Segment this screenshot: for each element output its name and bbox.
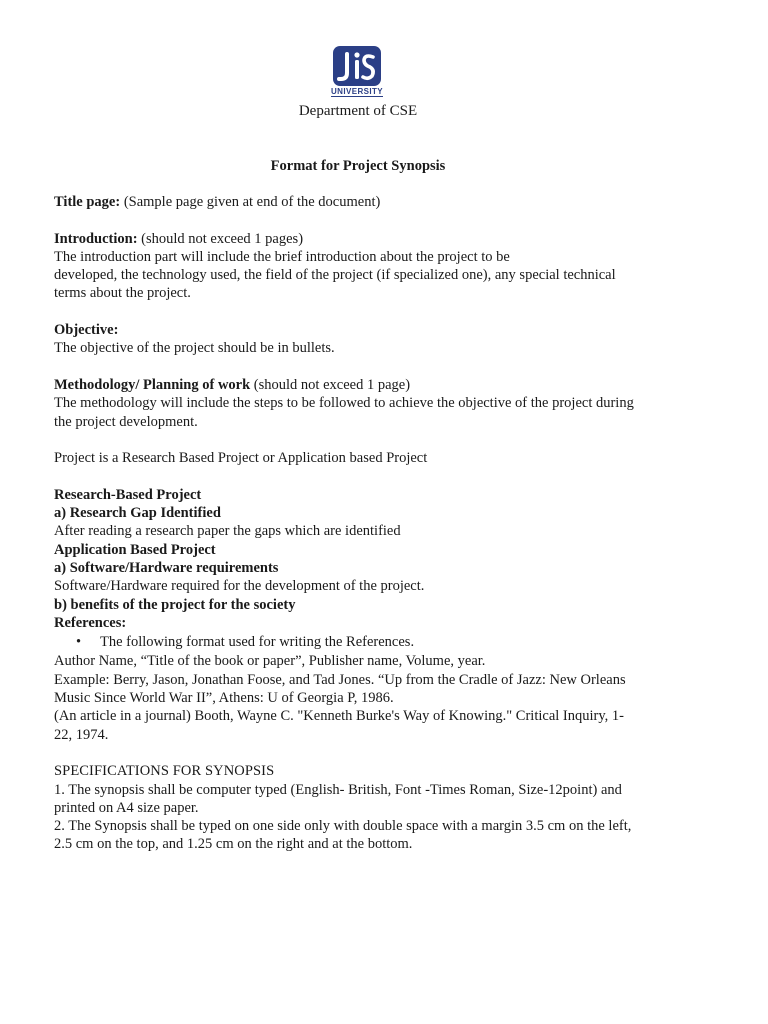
requirements-text: Software/Hardware required for the development of the project. xyxy=(54,578,425,595)
document-body xyxy=(54,193,674,854)
specification-line: 2. The Synopsis shall be typed on one side only with double space with a margin 3.5 cm on the left, xyxy=(54,818,632,835)
references-bullet-text: The following format used for writing the References. xyxy=(100,634,415,651)
logo-mark-icon xyxy=(333,46,381,86)
reference-line: Example: Berry, Jason, Jonathan Foose, and Tad Jones. “Up from the Cradle of Jazz: New Orleans xyxy=(54,671,626,688)
objective-label: Objective: xyxy=(54,322,119,339)
references-heading: References: xyxy=(54,614,127,631)
university-logo xyxy=(331,46,383,100)
title-page-note: (Sample page given at end of the document) xyxy=(120,194,381,210)
methodology-text-line: The methodology will include the steps to be followed to achieve the objective of the project during xyxy=(54,395,634,412)
reference-line: Author Name, “Title of the book or paper”, Publisher name, Volume, year. xyxy=(54,653,486,670)
specification-line: 1. The synopsis shall be computer typed (English- British, Font -Times Roman, Size-12point) and xyxy=(54,781,622,798)
methodology-heading xyxy=(54,376,674,394)
methodology-label: Methodology/ Planning of work xyxy=(54,376,251,393)
introduction-heading xyxy=(54,230,674,248)
introduction-label: Introduction: xyxy=(54,230,138,247)
reference-line: (An article in a journal) Booth, Wayne C. "Kenneth Burke's Way of Knowing." Critical Inquiry, 1- xyxy=(54,708,624,725)
requirements-heading: a) Software/Hardware requirements xyxy=(54,559,279,576)
research-gap-heading: a) Research Gap Identified xyxy=(54,505,221,522)
application-heading: Application Based Project xyxy=(54,541,216,558)
bullet-icon: • xyxy=(76,634,82,651)
introduction-text-line: The introduction part will include the brief introduction about the project to be xyxy=(54,248,510,265)
reference-line: 22, 1974. xyxy=(54,726,109,743)
logo-badge xyxy=(333,46,381,86)
introduction-text-line: developed, the technology used, the field of the project (if specialized one), any special technical xyxy=(54,267,616,284)
specification-line: printed on A4 size paper. xyxy=(54,799,199,816)
introduction-note: (should not exceed 1 pages) xyxy=(137,230,304,247)
list-item xyxy=(76,633,674,651)
methodology-text-line: the project development. xyxy=(54,413,198,430)
methodology-note: (should not exceed 1 page) xyxy=(250,376,411,393)
document-title: Format for Project Synopsis xyxy=(270,158,446,174)
reference-line: Music Since World War II”, Athens: U of Georgia P, 1986. xyxy=(54,690,394,707)
title-page-line xyxy=(54,193,674,211)
specification-line: 2.5 cm on the top, and 1.25 cm on the right and at the bottom. xyxy=(54,836,413,853)
research-heading: Research-Based Project xyxy=(54,486,202,503)
project-type-text: Project is a Research Based Project or Application based Project xyxy=(54,450,428,467)
research-gap-text: After reading a research paper the gaps which are identified xyxy=(54,523,401,540)
logo-caption: UNIVERSITY xyxy=(331,87,384,96)
references-bullet-list xyxy=(54,633,674,651)
specifications-heading: SPECIFICATIONS FOR SYNOPSIS xyxy=(54,763,275,780)
introduction-text-line: terms about the project. xyxy=(54,285,191,302)
title-page-label: Title page: xyxy=(54,194,121,210)
benefits-heading: b) benefits of the project for the society xyxy=(54,596,296,613)
department-name: Department of CSE xyxy=(298,103,418,119)
objective-text: The objective of the project should be in bullets. xyxy=(54,340,335,357)
